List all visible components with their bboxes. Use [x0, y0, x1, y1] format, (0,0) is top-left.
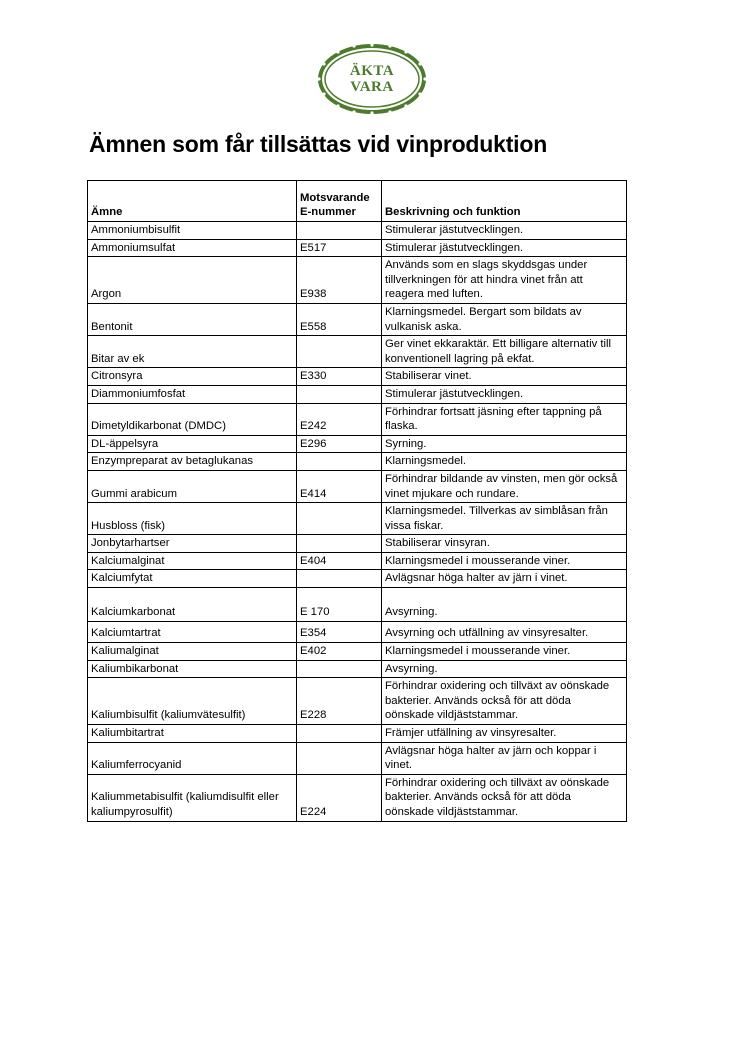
enumber-cell	[297, 535, 382, 553]
enumber-cell: E354	[297, 622, 382, 643]
enumber-cell: E414	[297, 470, 382, 502]
additives-table	[87, 180, 627, 822]
table-row	[88, 453, 627, 471]
substance-cell: DL-äppelsyra	[88, 435, 297, 453]
description-cell: Klarningsmedel. Tillverkas av simblåsan från vissa fiskar.	[382, 503, 627, 535]
table-row	[88, 470, 627, 502]
description-cell: Avsyrning.	[382, 588, 627, 622]
table-row	[88, 222, 627, 240]
description-cell: Stimulerar jästutvecklingen.	[382, 385, 627, 403]
enumber-cell	[297, 385, 382, 403]
substance-cell: Citronsyra	[88, 368, 297, 386]
table-row	[88, 303, 627, 335]
substance-cell: Ammoniumbisulfit	[88, 222, 297, 240]
enumber-cell: E224	[297, 774, 382, 821]
substance-cell: Kaliummetabisulfit (kaliumdisulfit eller kaliumpyrosulfit)	[88, 774, 297, 821]
substance-cell: Gummi arabicum	[88, 470, 297, 502]
akta-vara-logo	[316, 42, 428, 116]
table-row	[88, 570, 627, 588]
table-row	[88, 239, 627, 257]
description-cell: Klarningsmedel. Bergart som bildats av vulkanisk aska.	[382, 303, 627, 335]
substance-cell: Enzympreparat av betaglukanas	[88, 453, 297, 471]
substance-cell: Kalciumalginat	[88, 552, 297, 570]
table-row	[88, 368, 627, 386]
substance-cell: Kaliumalginat	[88, 643, 297, 661]
logo-line-1: ÄKTA	[349, 63, 395, 79]
substance-cell: Jonbytarhartser	[88, 535, 297, 553]
substance-cell: Ammoniumsulfat	[88, 239, 297, 257]
enumber-cell: E938	[297, 257, 382, 304]
enumber-cell	[297, 725, 382, 743]
table-row	[88, 678, 627, 725]
description-cell: Stabiliserar vinet.	[382, 368, 627, 386]
enumber-cell: E517	[297, 239, 382, 257]
table-row	[88, 774, 627, 821]
header-enumber: Motsvarande E-nummer	[297, 181, 382, 222]
enumber-cell	[297, 336, 382, 368]
header-substance: Ämne	[88, 181, 297, 222]
description-cell: Används som en slags skyddsgas under tillverkningen för att hindra vinet från att reagera med luften.	[382, 257, 627, 304]
enumber-cell	[297, 742, 382, 774]
description-cell: Klarningsmedel i mousserande viner.	[382, 643, 627, 661]
table-row	[88, 552, 627, 570]
enumber-cell	[297, 660, 382, 678]
enumber-cell: E404	[297, 552, 382, 570]
header-description: Beskrivning och funktion	[382, 181, 627, 222]
substance-cell: Kalciumtartrat	[88, 622, 297, 643]
description-cell: Avlägsnar höga halter av järn i vinet.	[382, 570, 627, 588]
table-header-row	[88, 181, 627, 222]
logo-line-2: VARA	[350, 79, 394, 95]
substance-cell: Kalciumfytat	[88, 570, 297, 588]
enumber-cell	[297, 503, 382, 535]
table-row	[88, 403, 627, 435]
description-cell: Förhindrar oxidering och tillväxt av oönskade bakterier. Används också för att döda oönskade vildjäststammar.	[382, 774, 627, 821]
description-cell: Avsyrning och utfällning av vinsyresalter.	[382, 622, 627, 643]
description-cell: Förhindrar fortsatt jäsning efter tappning på flaska.	[382, 403, 627, 435]
table-row	[88, 643, 627, 661]
substance-cell: Kaliumbikarbonat	[88, 660, 297, 678]
enumber-cell	[297, 453, 382, 471]
page-title: Ämnen som får tillsättas vid vinproduktion	[89, 131, 548, 157]
enumber-cell: E402	[297, 643, 382, 661]
substance-cell: Argon	[88, 257, 297, 304]
description-cell: Främjer utfällning av vinsyresalter.	[382, 725, 627, 743]
description-cell: Avlägsnar höga halter av järn och koppar i vinet.	[382, 742, 627, 774]
description-cell: Syrning.	[382, 435, 627, 453]
table-row	[88, 385, 627, 403]
substance-cell: Diammoniumfosfat	[88, 385, 297, 403]
enumber-cell: E 170	[297, 588, 382, 622]
table-row	[88, 435, 627, 453]
enumber-cell: E558	[297, 303, 382, 335]
table-row	[88, 503, 627, 535]
table-row	[88, 622, 627, 643]
enumber-cell: E228	[297, 678, 382, 725]
table-row	[88, 336, 627, 368]
description-cell: Stimulerar jästutvecklingen.	[382, 222, 627, 240]
table-row	[88, 588, 627, 622]
table-row	[88, 257, 627, 304]
substance-cell: Kaliumferrocyanid	[88, 742, 297, 774]
substance-cell: Husbloss (fisk)	[88, 503, 297, 535]
enumber-cell: E242	[297, 403, 382, 435]
substance-cell: Kalciumkarbonat	[88, 588, 297, 622]
description-cell: Förhindrar bildande av vinsten, men gör också vinet mjukare och rundare.	[382, 470, 627, 502]
substance-cell: Bitar av ek	[88, 336, 297, 368]
enumber-cell	[297, 222, 382, 240]
description-cell: Klarningsmedel i mousserande viner.	[382, 552, 627, 570]
substance-cell: Kaliumbitartrat	[88, 725, 297, 743]
description-cell: Avsyrning.	[382, 660, 627, 678]
description-cell: Stabiliserar vinsyran.	[382, 535, 627, 553]
substance-cell: Bentonit	[88, 303, 297, 335]
substance-cell: Kaliumbisulfit (kaliumvätesulfit)	[88, 678, 297, 725]
description-cell: Ger vinet ekkaraktär. Ett billigare alternativ till konventionell lagring på ekfat.	[382, 336, 627, 368]
table-row	[88, 742, 627, 774]
table-row	[88, 660, 627, 678]
substance-cell: Dimetyldikarbonat (DMDC)	[88, 403, 297, 435]
enumber-cell	[297, 570, 382, 588]
table-row	[88, 725, 627, 743]
description-cell: Förhindrar oxidering och tillväxt av oönskade bakterier. Används också för att döda oönskade vildjäststammar.	[382, 678, 627, 725]
description-cell: Stimulerar jästutvecklingen.	[382, 239, 627, 257]
enumber-cell: E330	[297, 368, 382, 386]
description-cell: Klarningsmedel.	[382, 453, 627, 471]
enumber-cell: E296	[297, 435, 382, 453]
table-row	[88, 535, 627, 553]
